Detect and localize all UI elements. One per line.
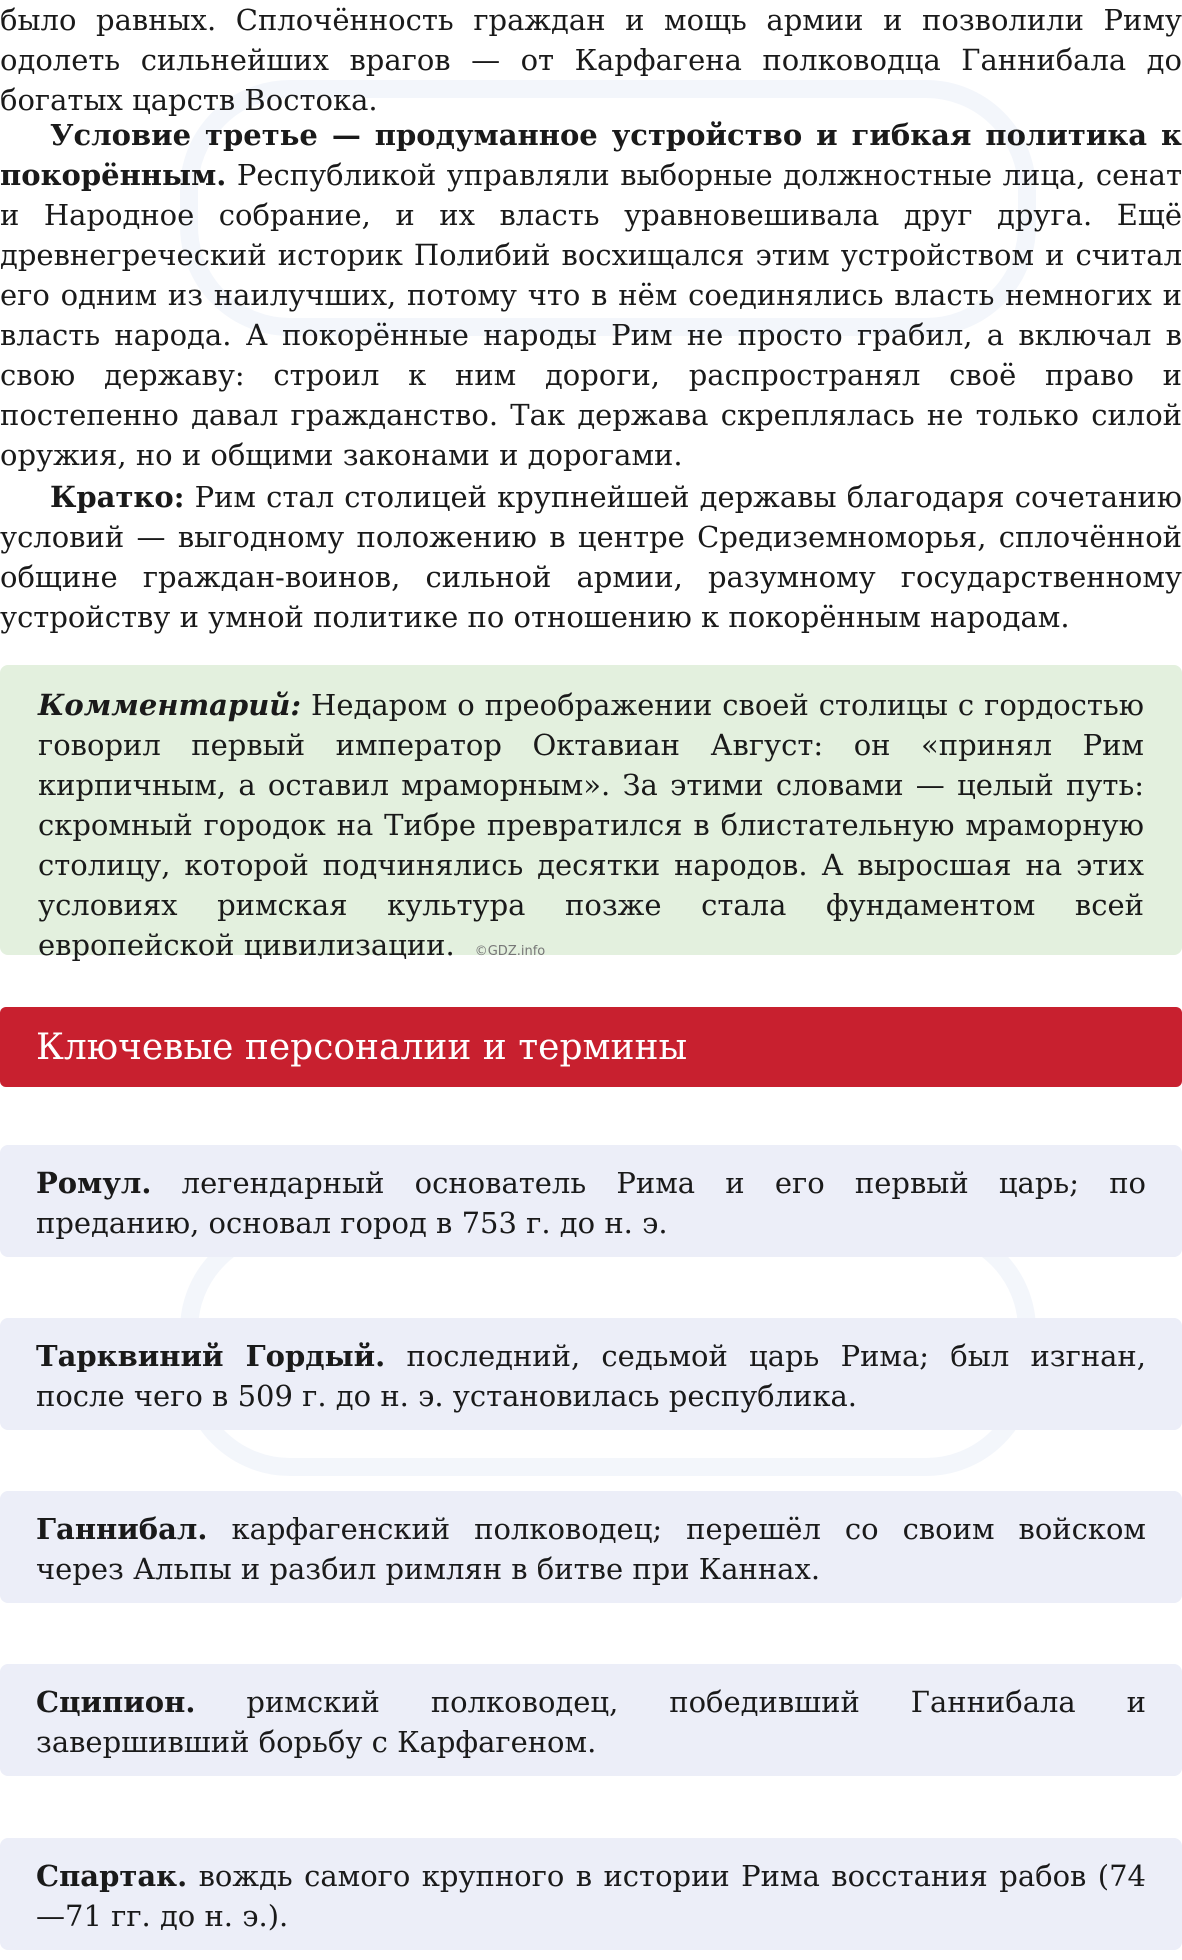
term-text [36, 1336, 1146, 1416]
paragraph-text: Республикой управляли выборные должностные лица, сенат и Народное собрание, и их власть уравновешивала друг друга. Ещё древнегреческий историк Полибий восхищался этим устройством и считал его одним из наилучших, потому что в нём соединялись власть немногих и власть народа. А покорённые народы Рим не просто грабил, а включал в свою державу: строил к ним дороги, распространял своё право и постепенно давал гражданство. Так держава скреплялась не только силой оружия, но и общими законами и дорогами. [0, 158, 1182, 472]
term-name: Ромул. [36, 1166, 152, 1200]
term-card-scipio [0, 1664, 1182, 1776]
paragraph-text: было равных. Сплочённость граждан и мощь армии и позволили Риму одолеть сильнейших врагов — от Карфагена полководца Ганнибала до богатых царств Востока. [0, 3, 1182, 117]
section-header [0, 1007, 1182, 1087]
term-card-hannibal [0, 1491, 1182, 1603]
term-text [36, 1682, 1146, 1762]
copyright-mark: ©GDZ.info [474, 944, 546, 959]
summary-label: Кратко: [50, 480, 185, 514]
term-description: карфагенский полководец; перешёл со своим войском через Альпы и разбил римлян в битве при Каннах. [36, 1512, 1146, 1586]
paragraph-heading: Условие третье — продуманное устройство и гибкая политика к покорённым. [0, 118, 1182, 192]
summary-text: Рим стал столицей крупнейшей державы благодаря сочетанию условий — выгодному положению в центре Средиземноморья, сплочённой общине граждан-воинов, сильной армии, разумному государственному устройству и умной политике по отношению к покорённым народам. [0, 480, 1182, 634]
term-description: римский полководец, победивший Ганнибала и завершивший борьбу с Карфагеном. [36, 1685, 1146, 1759]
term-description: легендарный основатель Рима и его первый царь; по преданию, основал город в 753 г. до н. э. [36, 1166, 1146, 1240]
comment-body: Недаром о преображении своей столицы с гордостью говорил первый император Октавиан Август: он «принял Рим кирпичным, а оставил мраморным». За этими словами — целый путь: скромный городок на Тибре превратился в блистательную мраморную столицу, которой подчинялись десятки народов. А выросшая на этих условиях римская культура позже стала фундаментом всей европейской цивилизации. [38, 688, 1144, 962]
term-card-romulus [0, 1145, 1182, 1257]
term-description: вождь самого крупного в истории Рима восстания рабов (74—71 гг. до н. э.). [36, 1859, 1146, 1933]
term-name: Ганнибал. [36, 1512, 208, 1546]
comment-text [38, 685, 1144, 972]
term-name: Тарквиний Гордый. [36, 1339, 386, 1373]
comment-box [0, 665, 1182, 962]
term-name: Спартак. [36, 1859, 188, 1893]
term-text [36, 1856, 1146, 1936]
body-paragraph-summary [0, 477, 1182, 637]
term-card-spartacus [0, 1838, 1182, 1950]
term-card-tarquinius [0, 1318, 1182, 1430]
body-paragraph-1 [0, 0, 1182, 120]
comment-label: Комментарий: [38, 688, 302, 722]
term-text [36, 1509, 1146, 1589]
term-text [36, 1163, 1146, 1243]
term-name: Сципион. [36, 1685, 196, 1719]
body-paragraph-2 [0, 115, 1182, 475]
term-description: последний, седьмой царь Рима; был изгнан, после чего в 509 г. до н. э. установилась республика. [36, 1339, 1146, 1413]
section-title: Ключевые персоналии и термины [36, 1026, 688, 1068]
